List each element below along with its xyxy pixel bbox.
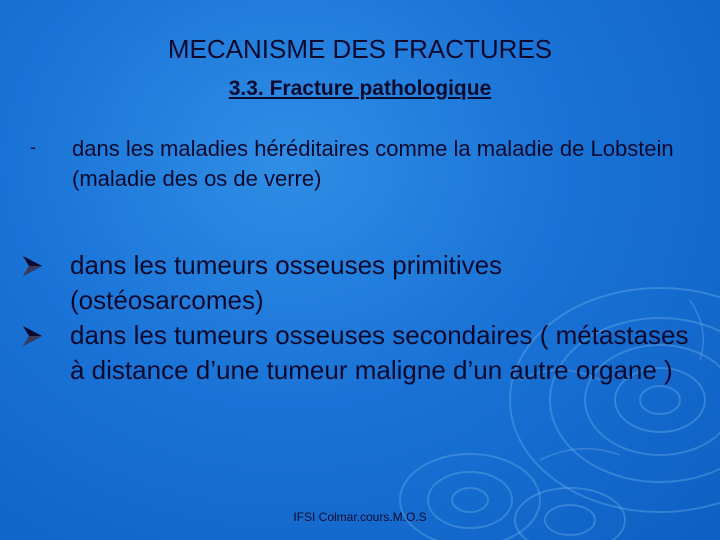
bullet-list	[20, 248, 700, 388]
bullet-item	[20, 318, 700, 388]
slide-title: MECANISME DES FRACTURES	[167, 34, 553, 64]
slide-subtitle: 3.3. Fracture pathologique	[228, 77, 492, 100]
bullet-item	[20, 248, 700, 318]
arrow-bullet-icon	[20, 254, 46, 278]
footer-text: IFSI Colmar.cours.M.O.S	[293, 510, 427, 524]
dash-item-text: dans les maladies héréditaires comme la maladie de Lobstein (maladie des os de verre)	[72, 136, 674, 191]
arrow-bullet-icon	[20, 324, 46, 348]
bullet-text: dans les tumeurs osseuses secondaires ( métastases à distance d’une tumeur maligne d’un autre organe )	[70, 320, 689, 385]
dash-marker: -	[30, 137, 36, 157]
bullet-text: dans les tumeurs osseuses primitives (ostéosarcomes)	[70, 250, 503, 315]
